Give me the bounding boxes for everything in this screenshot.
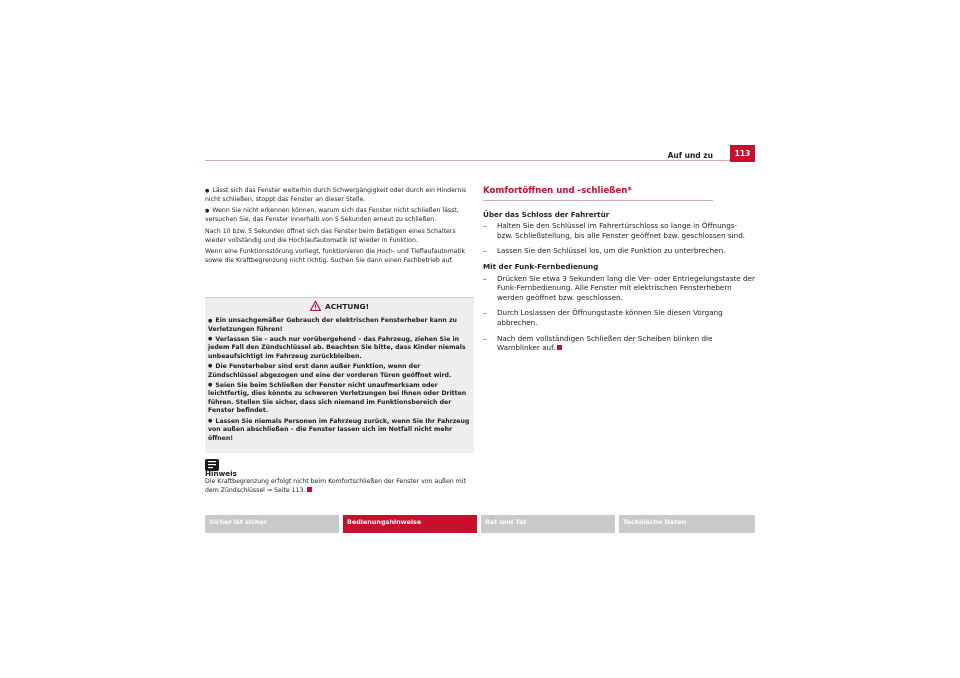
- warning-header: [205, 301, 474, 311]
- end-marker-icon: [307, 487, 312, 492]
- end-marker-icon: [557, 345, 562, 350]
- dash-item-last: [483, 334, 755, 353]
- section-title: Komfortöffnen und -schließen*: [483, 186, 632, 196]
- bullet-paragraph: ● Lässt sich das Fenster weiterhin durch Schwergängigkeit oder durch ein Hindernis nicht schließen, stoppt das Fenster an dieser Stelle.: [205, 187, 475, 204]
- warning-title: ACHTUNG!: [325, 302, 369, 311]
- note-text: Die Kraftbegrenzung erfolgt nicht beim Komfortschließen der Fenster von außen mit dem Zündschlüssel ⇒ Seite 113.: [205, 478, 466, 494]
- note-text-wrap: [205, 478, 475, 495]
- dash-item: – Halten Sie den Schlüssel im Fahrertürschloss so lange in Öffnungs- bzw. Schließstellung, bis alle Fenster geöffnet bzw. geschlossen sind.: [483, 221, 755, 240]
- body-paragraph: Nach 10 bzw. 5 Sekunden öffnet sich das Fenster beim Betätigen eines Schalters wieder vollständig und die Hochlaufautomatik ist wieder in Funktion.: [205, 227, 456, 244]
- body-paragraph: Wenn eine Funktionsstörung vorliegt, funktionieren die Hoch- und Tieflaufautomatik sowie die Kraftbegrenzung nicht richtig. Suchen Sie dann einen Fachbetrieb auf.: [205, 248, 466, 264]
- bullet-paragraph: ● Wenn Sie nicht erkennen können, warum sich das Fenster nicht schließen lässt, versuchen Sie, das Fenster innerhalb von 5 Sekunden erneut zu schließen.: [205, 207, 475, 224]
- warning-list: [208, 317, 472, 445]
- warning-item: ● Seien Sie beim Schließen der Fenster nicht unaufmerksam oder leichtfertig, dies könnte zu schweren Verletzungen bei Ihnen oder Dritten führen. Stellen Sie sicher, dass sich niemand im Funktionsbereich der Fenster befindet.: [208, 382, 472, 416]
- section-rule: [483, 200, 713, 201]
- warning-item: ● Die Fensterheber sind erst dann außer Funktion, wenn der Zündschlüssel abgezogen und eine der vorderen Türen geöffnet wird.: [208, 363, 472, 380]
- dash-item: – Lassen Sie den Schlüssel los, um die Funktion zu unterbrechen.: [483, 246, 755, 256]
- warning-item: ● Ein unsachgemäßer Gebrauch der elektrischen Fensterheber kann zu Verletzungen führen!: [208, 317, 472, 334]
- footer-tab-technische-daten[interactable]: Technische Daten: [619, 515, 755, 533]
- warning-box: [205, 297, 474, 453]
- right-column: [483, 187, 755, 359]
- left-column: [205, 187, 475, 269]
- page-number-badge: 113: [730, 145, 755, 162]
- footer-tab-bedienungshinweise[interactable]: Bedienungshinweise: [343, 515, 477, 533]
- dash-item: – Drücken Sie etwa 3 Sekunden lang die Ver- oder Entriegelungstaste der Funk-Fernbedienung. Alle Fenster mit elektrischen Fensterhebern werden geöffnet bzw. geschlossen.: [483, 274, 755, 303]
- warning-triangle-icon: [310, 301, 321, 311]
- footer-tab-rat-und-tat[interactable]: Rat und Tat: [481, 515, 615, 533]
- warning-item: ● Verlassen Sie – auch nur vorübergehend – das Fahrzeug, ziehen Sie in jedem Fall den Zündschlüssel ab. Beachten Sie bitte, dass Kinder niemals unbeaufsichtigt im Fahrzeug zurückbleiben.: [208, 336, 472, 362]
- subheading: Über das Schloss der Fahrertür: [483, 209, 610, 219]
- dash-item-text: Nach dem vollständigen Schließen der Scheiben blinken die Warnblinker auf.: [497, 333, 713, 353]
- header-rule: [205, 160, 755, 161]
- footer-tab-sicher[interactable]: Sicher ist sicher: [205, 515, 339, 533]
- warning-item: ● Lassen Sie niemals Personen im Fahrzeug zurück, wenn Sie Ihr Fahrzeug von außen abschließen – die Fenster lassen sich im Notfall nicht mehr öffnen!: [208, 418, 472, 444]
- page-header-title: Auf und zu: [667, 151, 713, 160]
- subheading: Mit der Funk-Fernbedienung: [483, 261, 599, 271]
- dash-item: – Durch Loslassen der Öffnungstaste können Sie diesen Vorgang abbrechen.: [483, 308, 755, 327]
- note-title: Hinweis: [205, 469, 237, 478]
